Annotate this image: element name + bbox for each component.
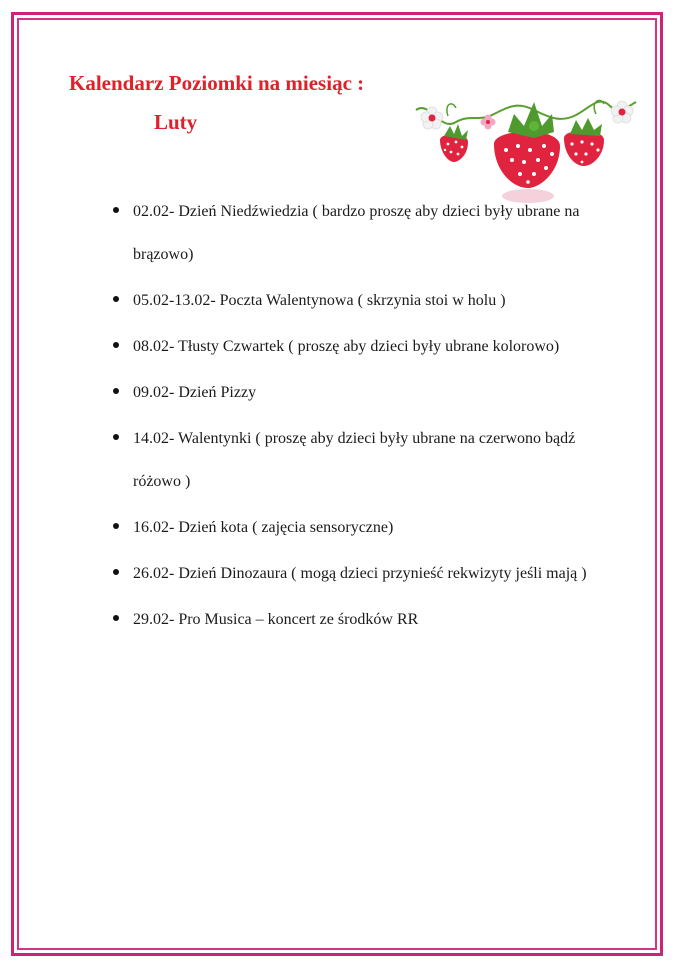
strawberry-icon bbox=[440, 124, 468, 162]
strawberry-icon bbox=[564, 118, 604, 166]
strawberry-garland-icon bbox=[410, 92, 642, 204]
flower-icon bbox=[611, 101, 633, 123]
list-item: 02.02- Dzień Niedźwiedzia ( bardzo proszę aby dzieci były ubrane na brązowo) bbox=[133, 190, 603, 276]
list-item: 26.02- Dzień Dinozaura ( mogą dzieci przynieść rekwizyty jeśli mają ) bbox=[133, 552, 603, 595]
strawberry-icon bbox=[494, 102, 560, 203]
list-item: 08.02- Tłusty Czwartek ( proszę aby dzieci były ubrane kolorowo) bbox=[133, 325, 603, 368]
flower-icon bbox=[421, 107, 443, 129]
document-title: Kalendarz Poziomki na miesiąc : bbox=[69, 71, 365, 95]
event-list bbox=[133, 190, 603, 644]
list-item: 05.02-13.02- Poczta Walentynowa ( skrzynia stoi w holu ) bbox=[133, 279, 603, 322]
list-item: 09.02- Dzień Pizzy bbox=[133, 371, 603, 414]
list-item: 14.02- Walentynki ( proszę aby dzieci były ubrane na czerwono bądź różowo ) bbox=[133, 417, 603, 503]
list-item: 16.02- Dzień kota ( zajęcia sensoryczne) bbox=[133, 506, 603, 549]
list-item: 29.02- Pro Musica – koncert ze środków RR bbox=[133, 598, 603, 641]
document-subtitle-month: Luty bbox=[154, 110, 198, 134]
